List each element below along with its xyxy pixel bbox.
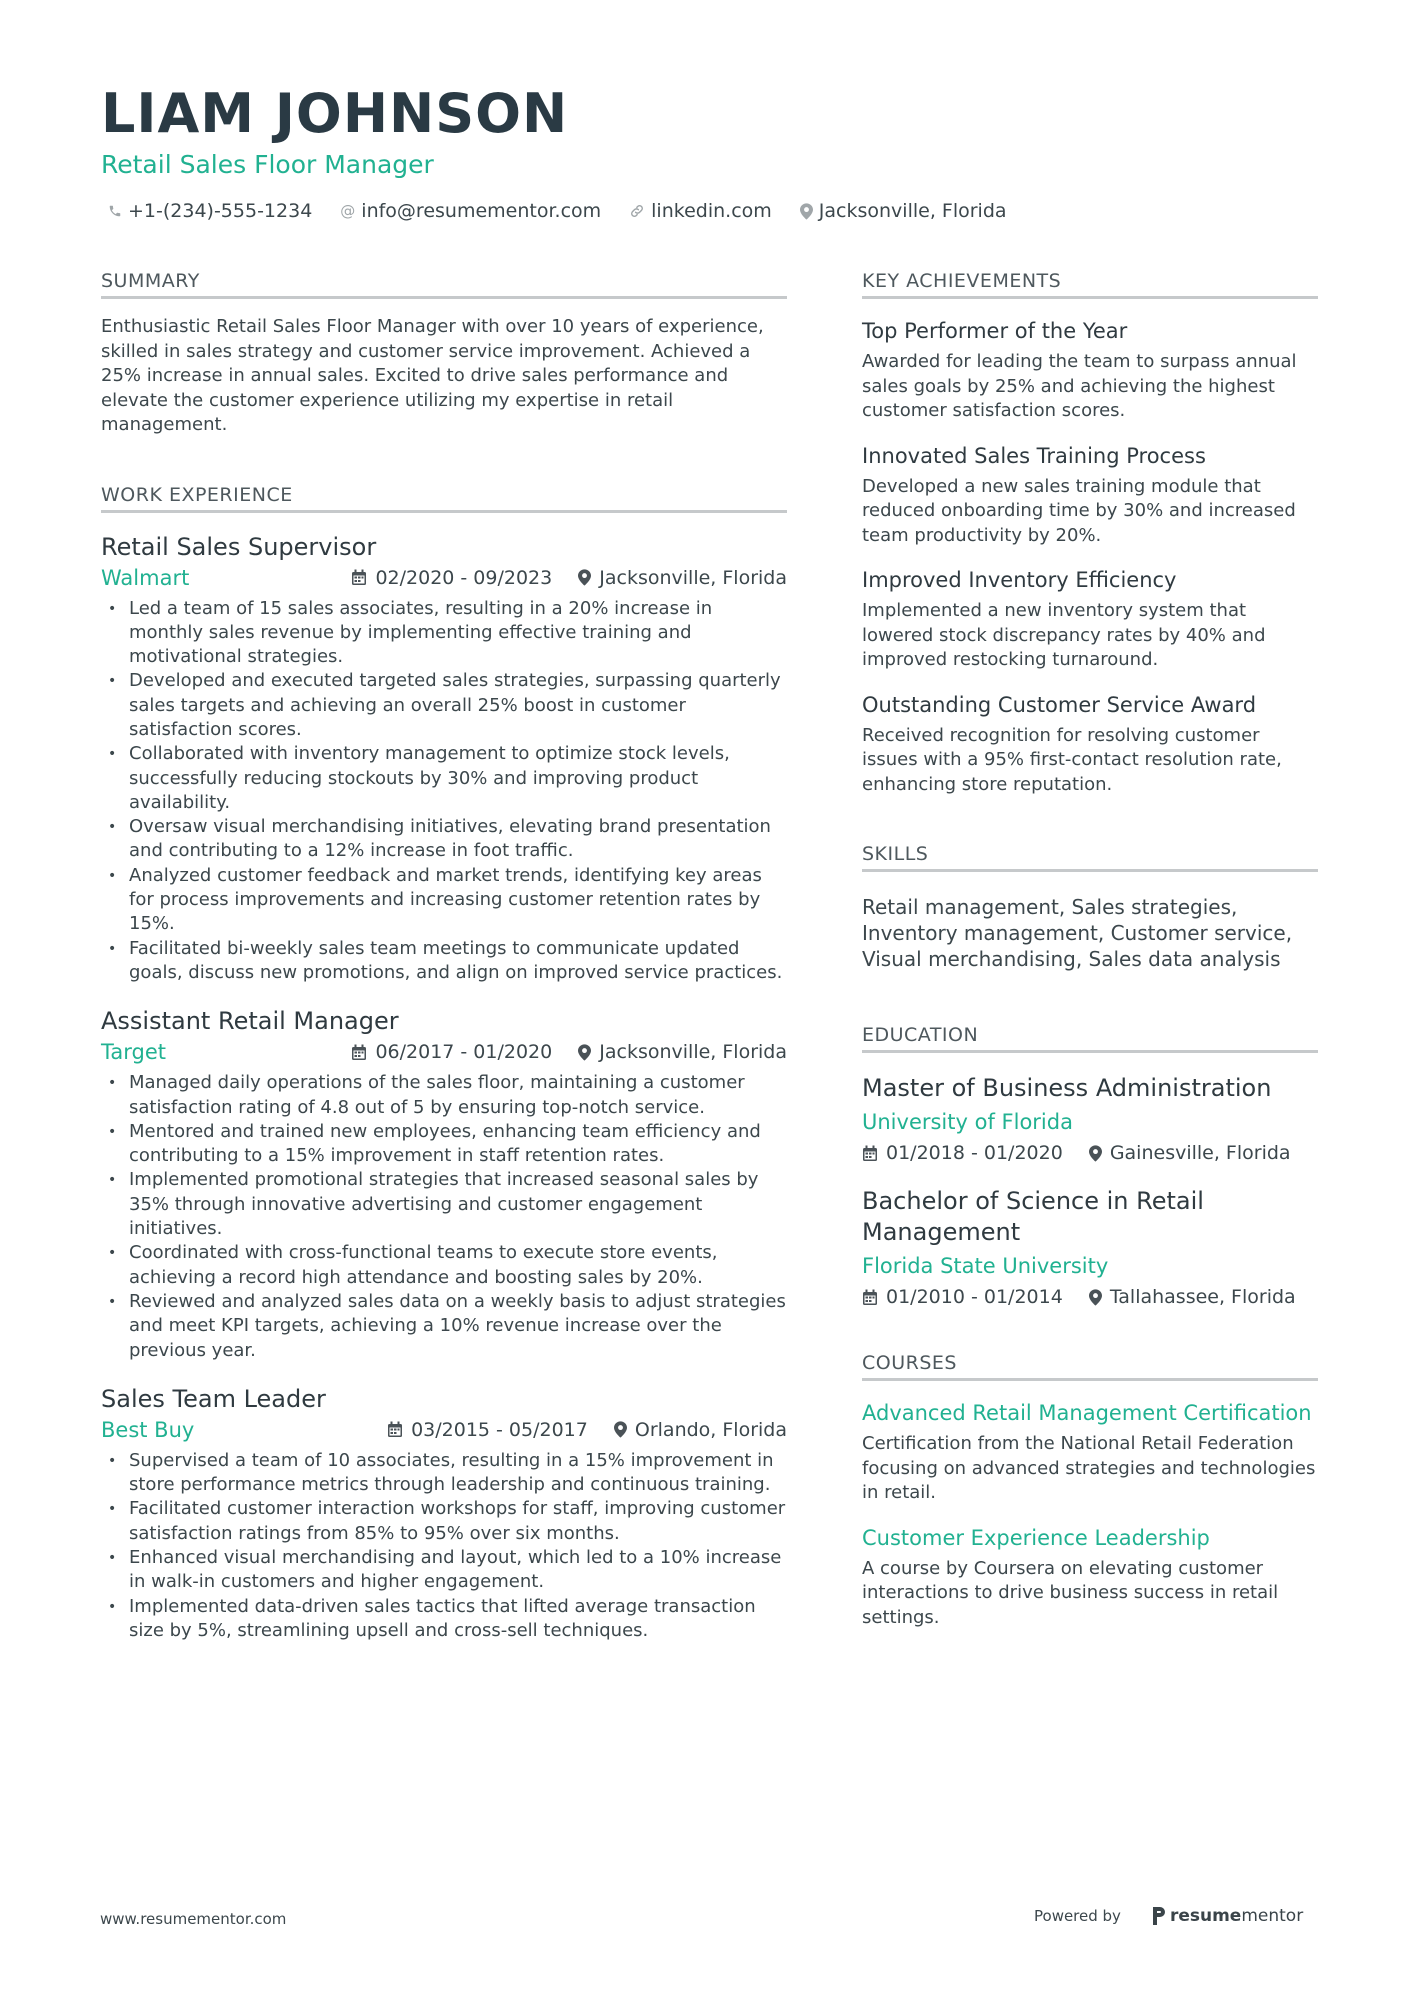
email-text: info@resumementor.com bbox=[361, 200, 602, 222]
job-title: Retail Sales Supervisor bbox=[101, 532, 377, 561]
job-meta bbox=[101, 1418, 787, 1442]
education-location-text: Gainesville, Florida bbox=[1109, 1142, 1291, 1164]
job-dates-text: 03/2015 - 05/2017 bbox=[411, 1418, 588, 1441]
skills-text: Retail management, Sales strategies, Inventory management, Customer service, Visual merchandising, Sales data analysis bbox=[862, 895, 1293, 971]
job-location-text: Jacksonville, Florida bbox=[599, 566, 787, 589]
course-desc: A course by Coursera on elevating customer interactions to drive business success in retail settings. bbox=[862, 1557, 1279, 1628]
calendar-icon bbox=[351, 1044, 367, 1061]
job-location bbox=[614, 1419, 787, 1441]
linkedin-text: linkedin.com bbox=[651, 200, 772, 222]
job-dates bbox=[351, 1041, 552, 1063]
achievement-item bbox=[862, 568, 1318, 673]
resumementor-logo-icon bbox=[1151, 1907, 1165, 1925]
education-dates-text: 01/2018 - 01/2020 bbox=[886, 1142, 1063, 1164]
education-degree: Bachelor of Science in Retail Management bbox=[862, 1187, 1204, 1246]
education-school: University of Florida bbox=[862, 1110, 1073, 1134]
summary-text: Enthusiastic Retail Sales Floor Manager with over 10 years of experience, skilled in sales strategy and customer service improvement. Achieved a 25% increase in annual sales. Excited to drive sales performance and elevate the customer experience utilizing my expertise in retail management. bbox=[101, 316, 764, 435]
phone-icon bbox=[108, 204, 122, 218]
education-item bbox=[862, 1073, 1318, 1164]
education-location bbox=[1089, 1286, 1296, 1308]
calendar-icon bbox=[862, 1145, 878, 1162]
job-location-text: Jacksonville, Florida bbox=[599, 1041, 787, 1064]
job-dates bbox=[387, 1419, 588, 1441]
phone-text: +1-(234)-555-1234 bbox=[128, 200, 313, 222]
list-item: • Facilitated bi-weekly sales team meetings to communicate updated goals, discuss new promotions, and align on improved service practices. bbox=[108, 937, 783, 983]
list-item: • Reviewed and analyzed sales data on a weekly basis to adjust strategies and meet KPI targets, achieving a 10% revenue increase over the previous year. bbox=[108, 1290, 786, 1361]
logo-text-resume: resume bbox=[1169, 1906, 1242, 1926]
footer-website[interactable]: www.resumementor.com bbox=[100, 1910, 287, 1928]
list-item: • Analyzed customer feedback and market trends, identifying key areas for process improvements and increasing customer retention rates by 15%. bbox=[108, 864, 762, 935]
job-bullets bbox=[101, 1071, 787, 1363]
course-title: Advanced Retail Management Certification bbox=[862, 1401, 1312, 1425]
achievement-desc: Awarded for leading the team to surpass annual sales goals by 25% and achieving the highest customer satisfaction scores. bbox=[862, 351, 1297, 421]
powered-by-text: Powered by bbox=[1034, 1907, 1121, 1925]
list-item: • Implemented data-driven sales tactics that lifted average transaction size by 5%, streamlining upsell and cross-sell techniques. bbox=[108, 1595, 756, 1641]
link-icon bbox=[629, 203, 645, 219]
achievement-desc: Developed a new sales training module that reduced onboarding time by 30% and increased team productivity by 20%. bbox=[862, 475, 1296, 546]
job-location-text: Orlando, Florida bbox=[634, 1418, 787, 1441]
contact-bar bbox=[108, 200, 1035, 222]
course-desc: Certification from the National Retail Federation focusing on advanced strategies and technologies in retail. bbox=[862, 1433, 1316, 1503]
left-column bbox=[101, 270, 787, 1643]
achievement-desc: Implemented a new inventory system that lowered stock discrepancy rates by 40% and improved restocking turnaround. bbox=[862, 600, 1266, 670]
list-item: • Developed and executed targeted sales strategies, surpassing quarterly sales targets and achieving an overall 25% boost in customer satisfaction scores. bbox=[108, 670, 781, 740]
job-company: Best Buy bbox=[101, 1417, 195, 1442]
job-meta bbox=[101, 1040, 787, 1064]
contact-linkedin[interactable] bbox=[629, 200, 772, 222]
location-pin-icon bbox=[578, 569, 591, 586]
calendar-icon bbox=[862, 1289, 878, 1306]
job-title: Assistant Retail Manager bbox=[101, 1007, 399, 1036]
achievement-desc: Received recognition for resolving customer issues with a 95% first-contact resolution rate, enhancing store reputation. bbox=[862, 724, 1282, 795]
job-dates bbox=[351, 567, 552, 589]
list-item: • Supervised a team of 10 associates, resulting in a 15% improvement in store performance metrics through leadership and continuous training. bbox=[108, 1449, 774, 1496]
list-item: • Led a team of 15 sales associates, resulting in a 20% increase in monthly sales revenue by implementing effective training and motivational strategies. bbox=[108, 597, 713, 668]
job-company: Walmart bbox=[101, 565, 190, 590]
job-entry bbox=[101, 1007, 787, 1363]
candidate-name: LIAM JOHNSON bbox=[101, 82, 569, 145]
education-school: Florida State University bbox=[862, 1254, 1109, 1278]
job-entry bbox=[101, 1385, 787, 1643]
course-item bbox=[862, 1526, 1318, 1631]
course-item bbox=[862, 1401, 1318, 1506]
job-bullets bbox=[101, 1449, 787, 1643]
list-item: • Coordinated with cross-functional teams to execute store events, achieving a record high attendance and boosting sales by 20%. bbox=[108, 1242, 718, 1288]
list-item: • Oversaw visual merchandising initiatives, elevating brand presentation and contributing to a 12% increase in foot traffic. bbox=[108, 816, 771, 862]
courses-heading: COURSES bbox=[862, 1352, 1318, 1381]
work-experience-heading: WORK EXPERIENCE bbox=[101, 484, 787, 513]
location-text: Jacksonville, Florida bbox=[818, 200, 1007, 222]
summary-heading: SUMMARY bbox=[101, 270, 787, 299]
education-meta bbox=[862, 1286, 1318, 1308]
location-pin-icon bbox=[1089, 1145, 1102, 1162]
list-item: • Collaborated with inventory management to optimize stock levels, successfully reducing stockouts by 30% and improving product availability. bbox=[108, 743, 730, 813]
footer-powered-by bbox=[1034, 1906, 1303, 1926]
job-meta bbox=[101, 566, 787, 590]
job-bullets bbox=[101, 597, 787, 986]
achievement-title: Improved Inventory Efficiency bbox=[862, 568, 1177, 592]
job-entry bbox=[101, 533, 787, 986]
education-degree: Master of Business Administration bbox=[862, 1074, 1272, 1102]
skills-heading: SKILLS bbox=[862, 843, 1318, 872]
location-pin-icon bbox=[800, 203, 813, 220]
achievement-title: Outstanding Customer Service Award bbox=[862, 692, 1257, 717]
course-title: Customer Experience Leadership bbox=[862, 1525, 1210, 1550]
achievement-title: Innovated Sales Training Process bbox=[862, 443, 1206, 468]
logo-text-mentor: mentor bbox=[1241, 1906, 1304, 1926]
education-location-text: Tallahassee, Florida bbox=[1109, 1286, 1296, 1308]
education-meta bbox=[862, 1142, 1318, 1164]
list-item: • Mentored and trained new employees, enhancing team efficiency and contributing to a 15% improvement in staff retention rates. bbox=[108, 1120, 761, 1167]
contact-location bbox=[800, 200, 1007, 222]
education-dates-text: 01/2010 - 01/2014 bbox=[886, 1286, 1063, 1308]
list-item: • Enhanced visual merchandising and layout, which led to a 10% increase in walk-in customers and higher engagement. bbox=[108, 1547, 782, 1593]
job-location bbox=[578, 1041, 787, 1063]
job-location bbox=[578, 567, 787, 589]
calendar-icon bbox=[387, 1421, 403, 1438]
education-dates bbox=[862, 1286, 1063, 1308]
education-dates bbox=[862, 1142, 1063, 1164]
calendar-icon bbox=[351, 569, 367, 586]
job-dates-text: 06/2017 - 01/2020 bbox=[375, 1041, 553, 1064]
achievement-item bbox=[862, 319, 1318, 424]
right-column bbox=[862, 270, 1318, 1630]
location-pin-icon bbox=[578, 1044, 591, 1061]
key-achievements-heading: KEY ACHIEVEMENTS bbox=[862, 270, 1318, 299]
contact-phone bbox=[108, 200, 312, 222]
contact-email[interactable] bbox=[340, 200, 601, 222]
job-title: Sales Team Leader bbox=[101, 1384, 326, 1413]
candidate-headline: Retail Sales Floor Manager bbox=[101, 150, 434, 179]
achievement-item bbox=[862, 444, 1318, 549]
list-item: • Facilitated customer interaction workshops for staff, improving customer satisfaction ratings from 85% to 95% over six months. bbox=[108, 1498, 786, 1544]
job-company: Target bbox=[101, 1040, 166, 1065]
list-item: • Implemented promotional strategies that increased seasonal sales by 35% through innovative advertising and customer engagement initiatives. bbox=[108, 1169, 759, 1240]
achievement-title: Top Performer of the Year bbox=[862, 319, 1128, 343]
at-icon: @ bbox=[340, 202, 356, 220]
job-dates-text: 02/2020 - 09/2023 bbox=[375, 566, 553, 589]
list-item: • Managed daily operations of the sales floor, maintaining a customer satisfaction rating of 4.8 out of 5 by ensuring top-notch service. bbox=[108, 1072, 745, 1118]
achievement-item bbox=[862, 693, 1318, 798]
education-item bbox=[862, 1186, 1318, 1308]
education-heading: EDUCATION bbox=[862, 1024, 1318, 1053]
location-pin-icon bbox=[1089, 1289, 1102, 1306]
education-location bbox=[1089, 1142, 1291, 1164]
location-pin-icon bbox=[614, 1421, 627, 1438]
resumementor-logo[interactable] bbox=[1151, 1906, 1303, 1926]
